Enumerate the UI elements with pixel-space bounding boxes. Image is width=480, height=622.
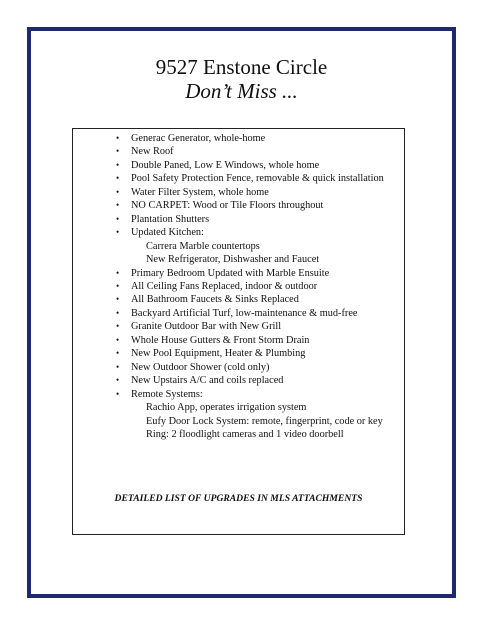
sub-list-item: New Refrigerator, Dishwasher and Faucet [146, 254, 320, 266]
list-item-label: Primary Bedroom Updated with Marble Ensuite [131, 267, 330, 279]
list-item-label: Whole House Gutters & Front Storm Drain [131, 334, 310, 346]
list-item-label: Double Paned, Low E Windows, whole home [131, 159, 320, 171]
upgrades-list [116, 132, 400, 441]
list-item [116, 361, 400, 374]
list-item-label: New Upstairs A/C and coils replaced [131, 375, 284, 387]
list-item [116, 132, 400, 145]
list-item [116, 347, 400, 360]
list-item [116, 267, 400, 280]
sub-list-item: Eufy Door Lock System: remote, fingerprint, code or key [146, 415, 383, 427]
list-item [116, 374, 400, 387]
list-item-label: Plantation Shutters [131, 213, 210, 225]
list-item [116, 320, 400, 333]
list-item-label: Remote Systems: [131, 388, 203, 400]
list-item-label: New Pool Equipment, Heater & Plumbing [131, 348, 306, 360]
list-item-label: Updated Kitchen: [131, 227, 204, 239]
list-item-label: Generac Generator, whole-home [131, 133, 266, 144]
list-item-label: Granite Outdoor Bar with New Grill [131, 321, 282, 333]
list-item [116, 226, 400, 266]
list-item [116, 186, 400, 199]
list-item [116, 145, 400, 158]
list-item-label: NO CARPET: Wood or Tile Floors throughout [131, 200, 324, 212]
list-item [116, 293, 400, 306]
list-item [116, 280, 400, 293]
sub-list-item: Rachio App, operates irrigation system [146, 402, 307, 414]
page-subtitle: Don’t Miss ... [185, 79, 298, 103]
upgrades-box [72, 128, 405, 535]
list-item [116, 159, 400, 172]
list-item [116, 213, 400, 226]
list-item-label: All Ceiling Fans Replaced, indoor & outdoor [131, 280, 318, 292]
list-item [116, 388, 400, 442]
list-item [116, 334, 400, 347]
list-item [116, 199, 400, 212]
sub-list [131, 401, 400, 441]
list-item-label: Backyard Artificial Turf, low-maintenance & mud-free [131, 307, 358, 319]
page-frame [27, 27, 456, 598]
sub-list [131, 240, 400, 267]
list-item-label: New Roof [131, 146, 174, 158]
list-item-label: All Bathroom Faucets & Sinks Replaced [131, 294, 299, 306]
footer-note: DETAILED LIST OF UPGRADES IN MLS ATTACHMENTS [114, 493, 363, 504]
list-item-label: Water Filter System, whole home [131, 186, 269, 198]
list-item-label: New Outdoor Shower (cold only) [131, 361, 270, 373]
page-title: 9527 Enstone Circle [155, 55, 328, 79]
sub-list-item: Ring: 2 floodlight cameras and 1 video doorbell [146, 428, 344, 440]
sub-list-item: Carrera Marble countertops [146, 240, 260, 252]
list-item [116, 172, 400, 185]
list-item-label: Pool Safety Protection Fence, removable & quick installation [131, 173, 384, 185]
list-item [116, 307, 400, 320]
